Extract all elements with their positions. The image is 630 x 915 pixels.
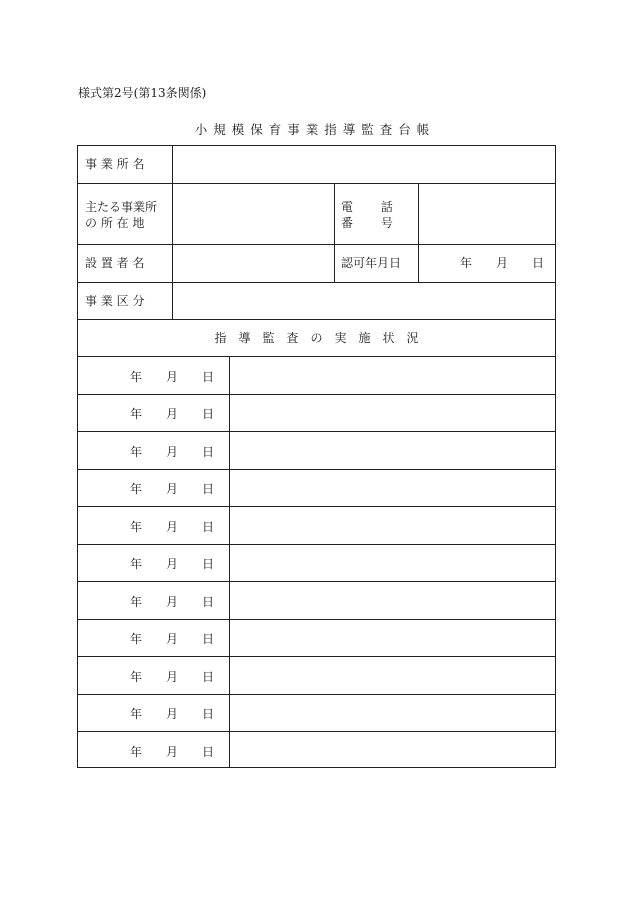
main-office-label-line1: 主たる事業所 xyxy=(85,200,158,214)
row-divider xyxy=(78,656,555,657)
row-divider xyxy=(78,244,555,245)
approval-date-value: 年 月 日 xyxy=(460,256,545,270)
row-divider xyxy=(78,506,555,507)
row-divider xyxy=(78,581,555,582)
row-divider xyxy=(78,544,555,545)
row-divider xyxy=(78,282,555,283)
section-heading: 指 導 監 査 の 実 施 状 況 xyxy=(214,331,419,345)
row-divider xyxy=(78,469,555,470)
row-divider xyxy=(78,431,555,432)
row-divider xyxy=(78,731,555,732)
date-column-divider xyxy=(229,356,230,768)
ledger-table xyxy=(77,145,556,768)
inspection-date: 年 月 日 xyxy=(130,745,215,759)
row-divider xyxy=(78,694,555,695)
phone-label-line2: 番 号 xyxy=(341,216,393,230)
inspection-date: 年 月 日 xyxy=(130,482,215,496)
main-office-label-line2: の 所 在 地 xyxy=(85,216,145,230)
column-divider xyxy=(334,183,335,282)
office-name-label: 事 業 所 名 xyxy=(85,157,145,171)
row-divider xyxy=(78,394,555,395)
inspection-date: 年 月 日 xyxy=(130,670,215,684)
approval-date-label: 認可年月日 xyxy=(341,256,402,270)
label-column-divider xyxy=(172,146,173,319)
inspection-date: 年 月 日 xyxy=(130,557,215,571)
row-divider xyxy=(78,319,555,320)
row-divider xyxy=(78,356,555,357)
inspection-date: 年 月 日 xyxy=(130,595,215,609)
founder-label: 設 置 者 名 xyxy=(85,256,145,270)
inspection-date: 年 月 日 xyxy=(130,707,215,721)
row-divider xyxy=(78,183,555,184)
inspection-date: 年 月 日 xyxy=(130,520,215,534)
column-divider xyxy=(418,183,419,282)
page-title: 小規模保育事業指導監査台帳 xyxy=(194,122,436,137)
phone-label-line1: 電 話 xyxy=(341,200,393,214)
inspection-date: 年 月 日 xyxy=(130,407,215,421)
inspection-date: 年 月 日 xyxy=(130,370,215,384)
form-number: 様式第2号(第13条関係) xyxy=(78,86,207,100)
row-divider xyxy=(78,619,555,620)
inspection-date: 年 月 日 xyxy=(130,445,215,459)
inspection-date: 年 月 日 xyxy=(130,632,215,646)
business-type-label: 事 業 区 分 xyxy=(85,294,145,308)
